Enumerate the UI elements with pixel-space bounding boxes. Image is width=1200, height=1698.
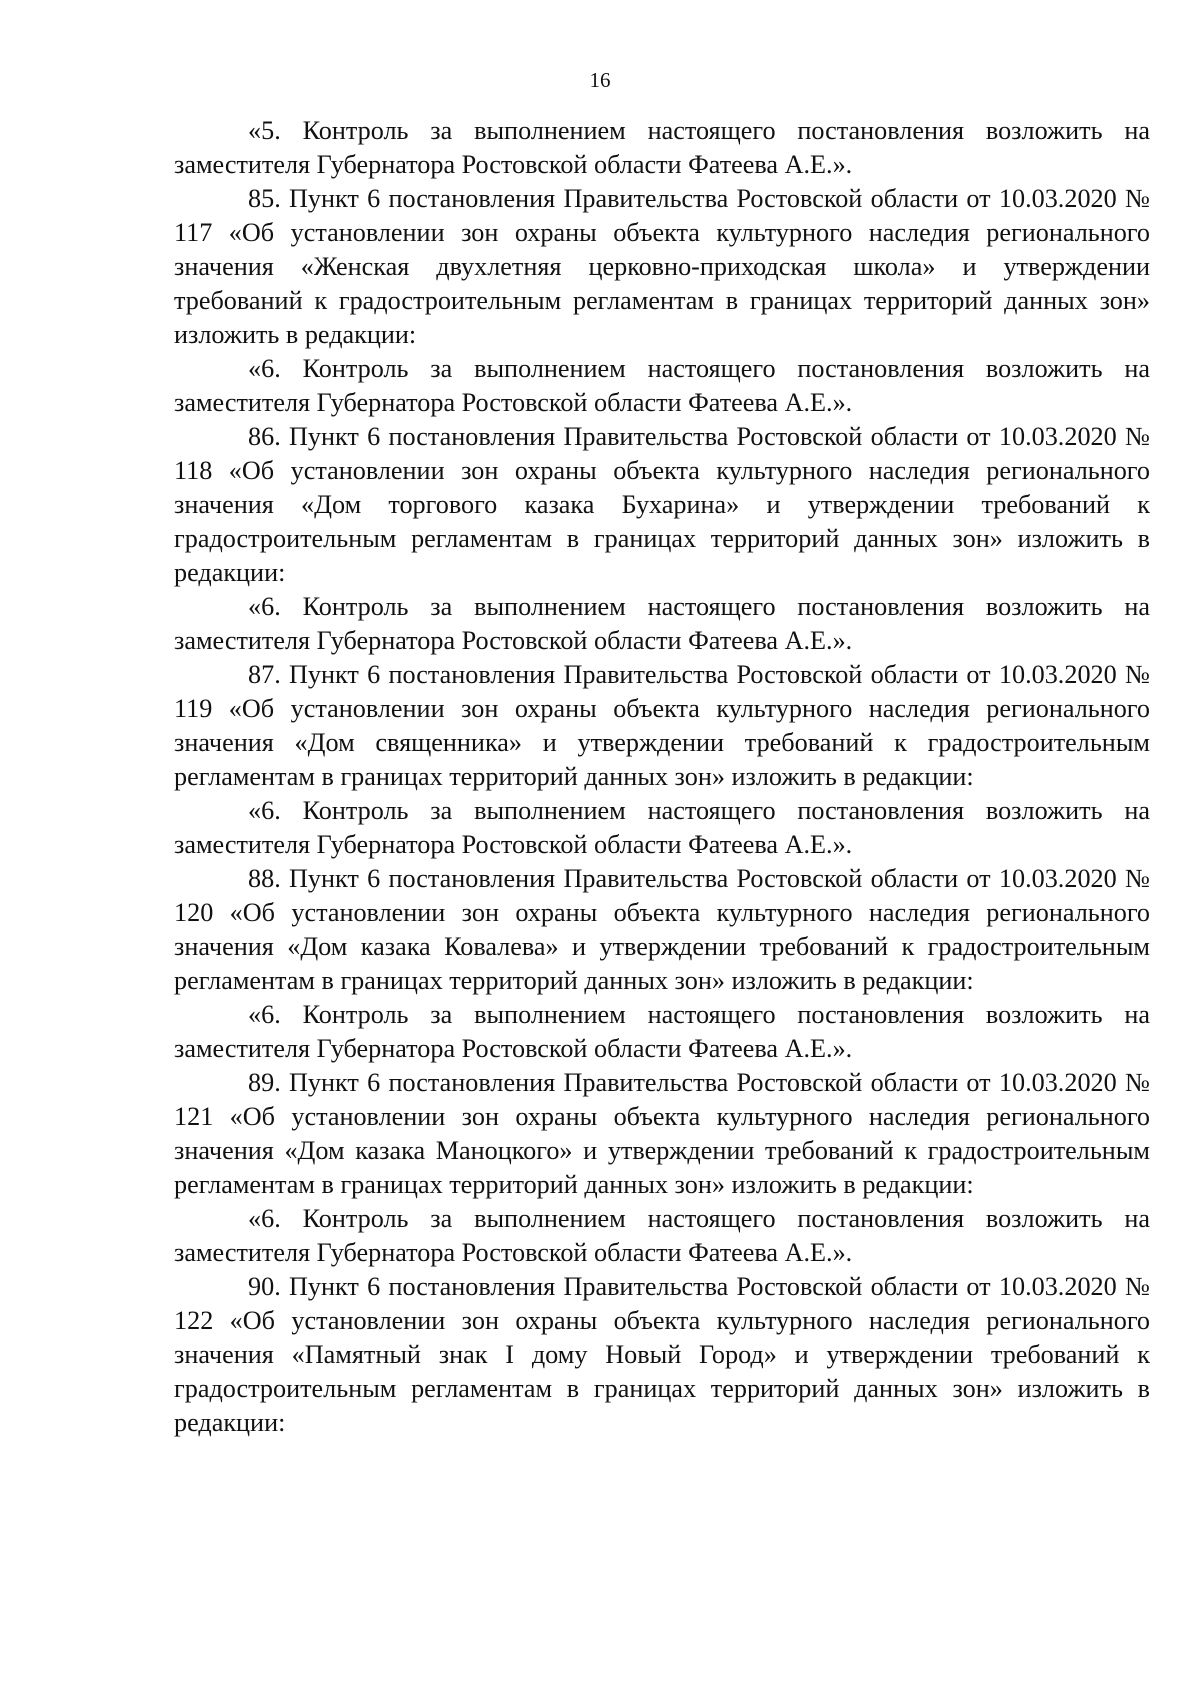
paragraph-control-clause: «6. Контроль за выполнением настоящего постановления возложить на заместителя Губернатора Ростовской области Фатеева А.Е.». bbox=[174, 796, 1150, 859]
paragraph-item-86: 86. Пункт 6 постановления Правительства Ростовской области от 10.03.2020 № 118 «Об установлении зон охраны объекта культурного наследия регионального значения «Дом торгового казака Бухарина» и утверждении требований к градостроительным регламентам в границах территорий данных зон» изложить в редакции: bbox=[174, 422, 1150, 587]
paragraph-control-clause: «6. Контроль за выполнением настоящего постановления возложить на заместителя Губернатора Ростовской области Фатеева А.Е.». bbox=[174, 1204, 1150, 1267]
page-number: 16 bbox=[589, 68, 611, 92]
document-body bbox=[174, 114, 1150, 1440]
paragraph-item-90: 90. Пункт 6 постановления Правительства Ростовской области от 10.03.2020 № 122 «Об установлении зон охраны объекта культурного наследия регионального значения «Памятный знак I дому Новый Город» и утверждении требований к градостроительным регламентам в границах территорий данных зон» изложить в редакции: bbox=[174, 1272, 1150, 1437]
paragraph-control-clause: «5. Контроль за выполнением настоящего постановления возложить на заместителя Губернатора Ростовской области Фатеева А.Е.». bbox=[174, 116, 1150, 179]
paragraph-control-clause: «6. Контроль за выполнением настоящего постановления возложить на заместителя Губернатора Ростовской области Фатеева А.Е.». bbox=[174, 592, 1150, 655]
paragraph-control-clause: «6. Контроль за выполнением настоящего постановления возложить на заместителя Губернатора Ростовской области Фатеева А.Е.». bbox=[174, 1000, 1150, 1063]
paragraph-item-89: 89. Пункт 6 постановления Правительства Ростовской области от 10.03.2020 № 121 «Об установлении зон охраны объекта культурного наследия регионального значения «Дом казака Маноцкого» и утверждении требований к градостроительным регламентам в границах территорий данных зон» изложить в редакции: bbox=[174, 1068, 1150, 1199]
paragraph-control-clause: «6. Контроль за выполнением настоящего постановления возложить на заместителя Губернатора Ростовской области Фатеева А.Е.». bbox=[174, 354, 1150, 417]
paragraph-item-88: 88. Пункт 6 постановления Правительства Ростовской области от 10.03.2020 № 120 «Об установлении зон охраны объекта культурного наследия регионального значения «Дом казака Ковалева» и утверждении требований к градостроительным регламентам в границах территорий данных зон» изложить в редакции: bbox=[174, 864, 1150, 995]
paragraph-item-87: 87. Пункт 6 постановления Правительства Ростовской области от 10.03.2020 № 119 «Об установлении зон охраны объекта культурного наследия регионального значения «Дом священника» и утверждении требований к градостроительным регламентам в границах территорий данных зон» изложить в редакции: bbox=[174, 660, 1150, 791]
paragraph-item-85: 85. Пункт 6 постановления Правительства Ростовской области от 10.03.2020 № 117 «Об установлении зон охраны объекта культурного наследия регионального значения «Женская двухлетняя церковно-приходская школа» и утверждении требований к градостроительным регламентам в границах территорий данных зон» изложить в редакции: bbox=[174, 184, 1150, 349]
